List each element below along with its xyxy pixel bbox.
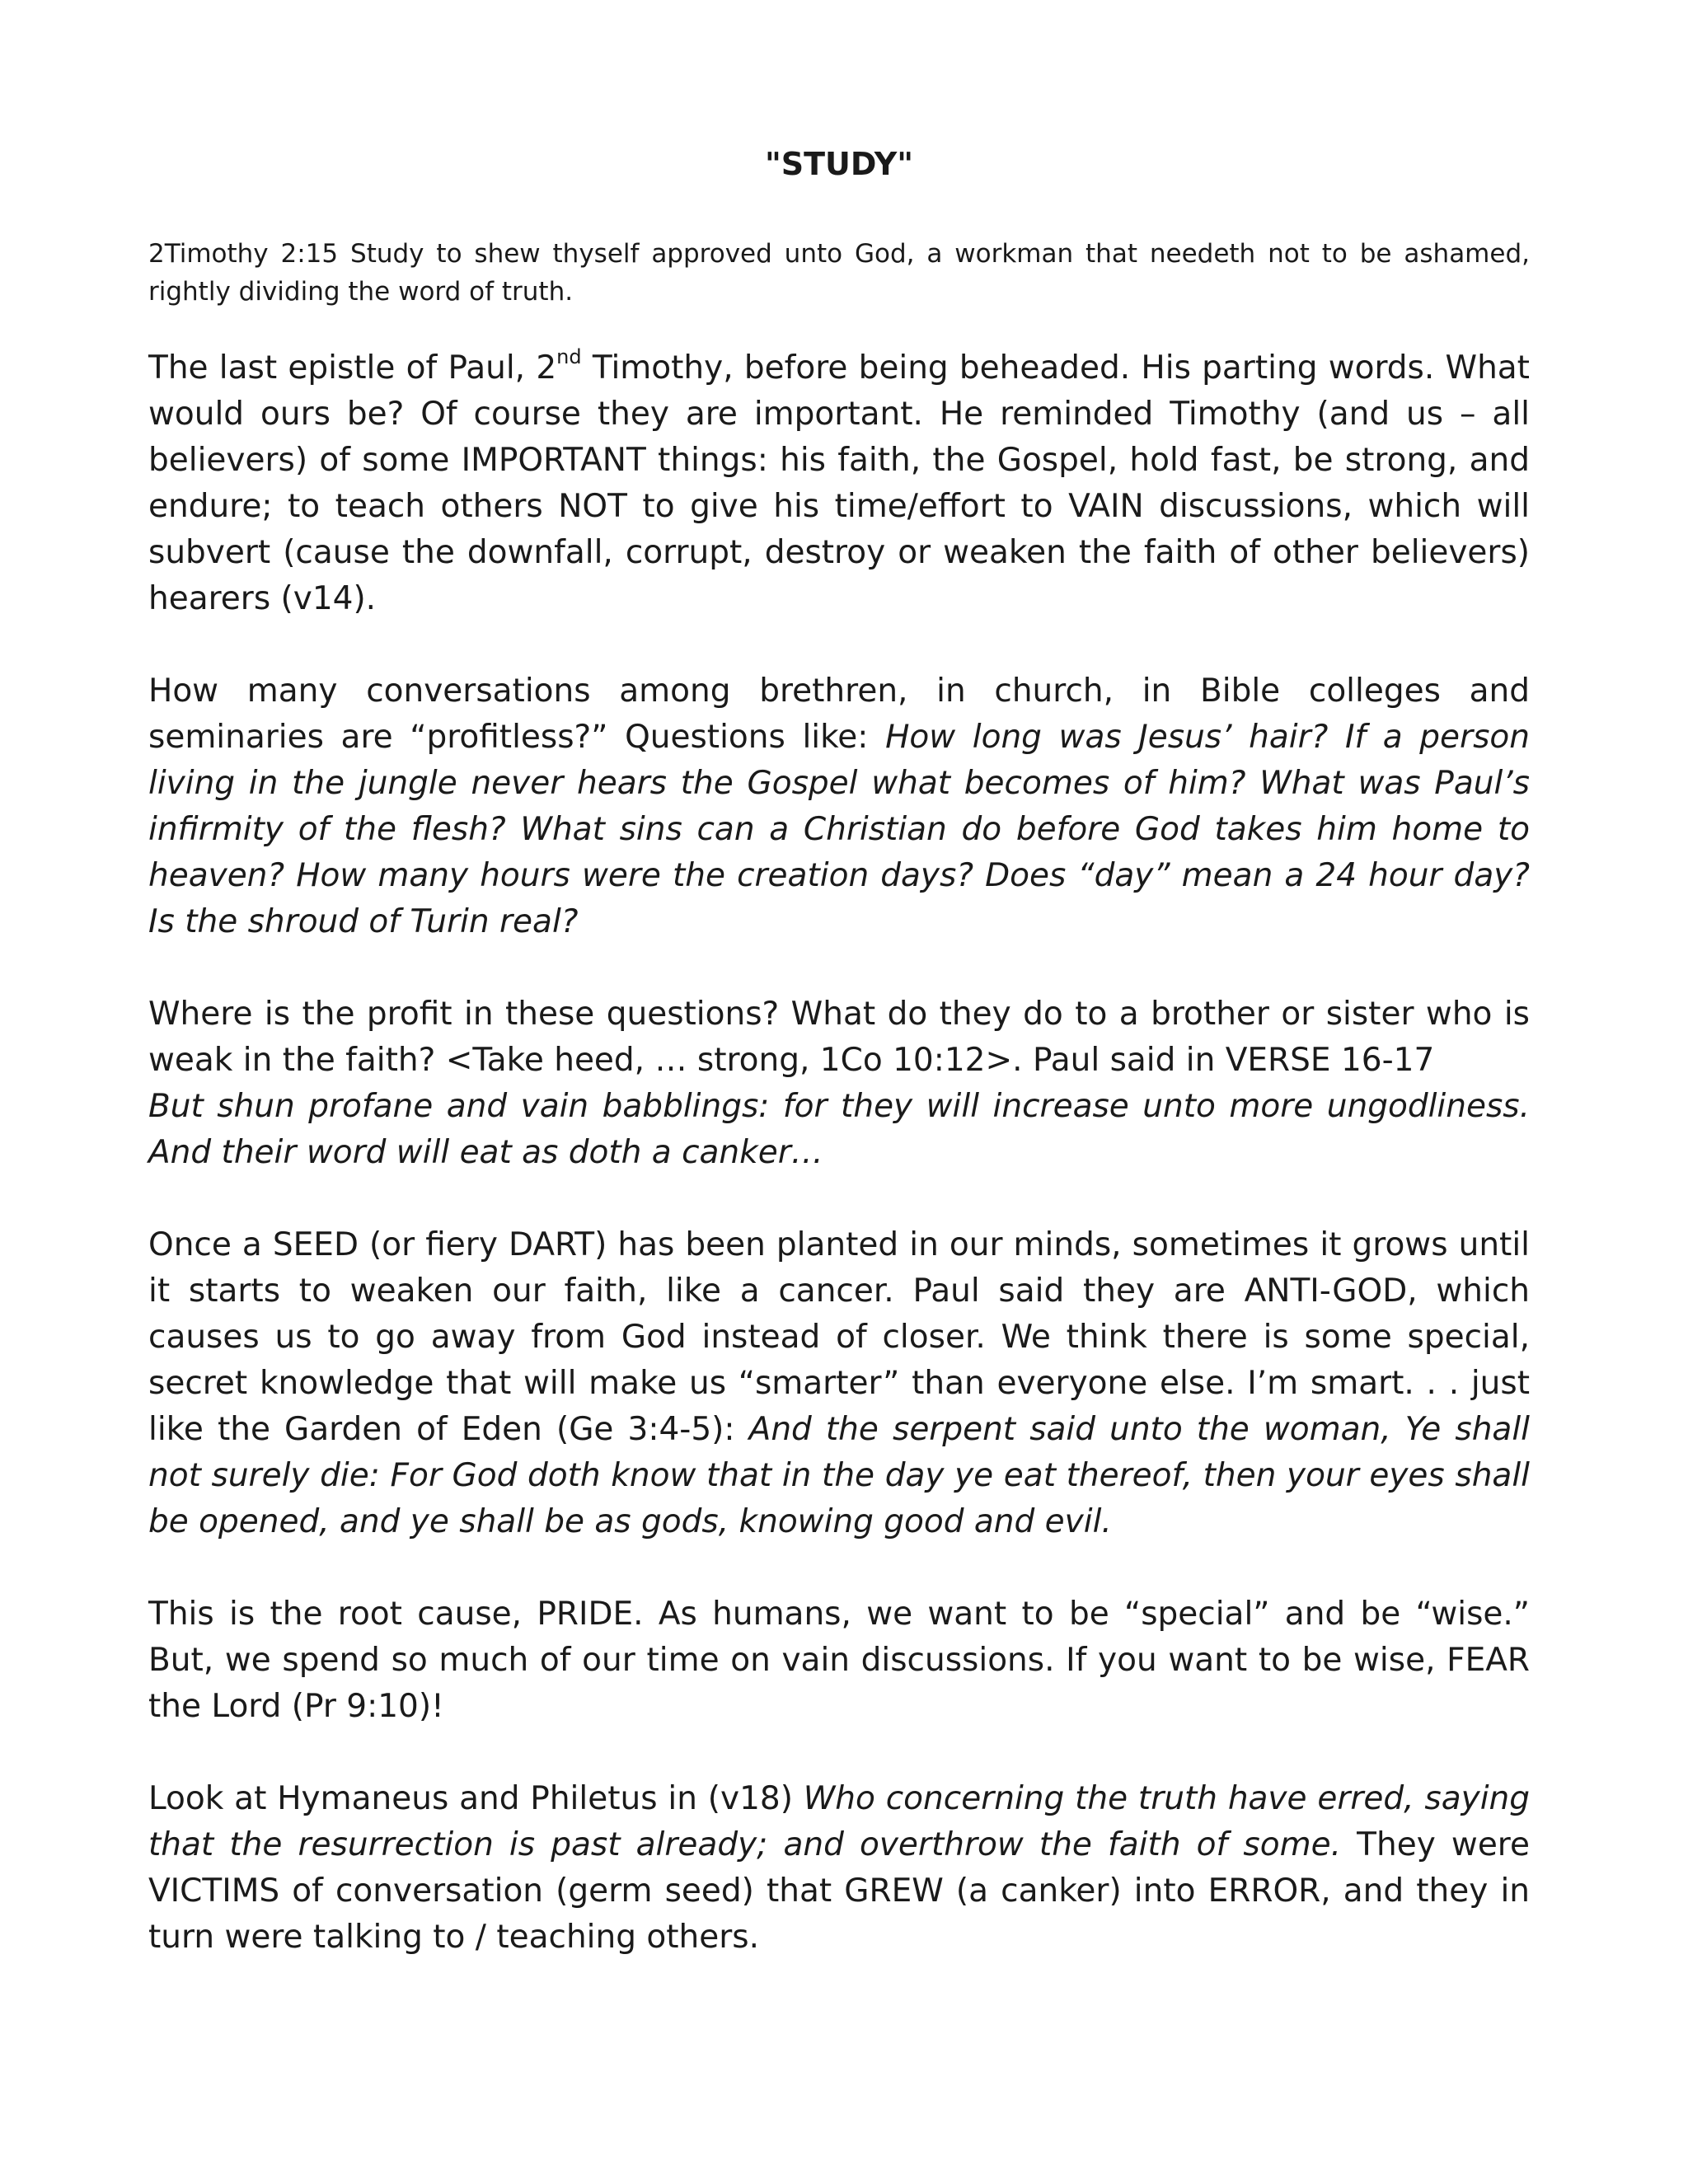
page-title: "STUDY" [764, 146, 914, 182]
paragraph-2 [148, 668, 1530, 945]
key-verse: 2Timothy 2:15 Study to shew thyself approved unto God, a workman that needeth not to be ashamed, rightly dividing the word of truth. [148, 239, 1530, 307]
paragraph-1 [148, 345, 1530, 622]
paragraph-3 [148, 991, 1530, 1176]
paragraph-3-text: Where is the profit in these questions? What do they do to a brother or sister who is weak in the faith? <Take heed, … strong, 1Co 10:12>. Paul said in VERSE 16-17 [148, 996, 1530, 1079]
paragraph-2-questions: How long was Jesus’ hair? If a person living in the jungle never hears the Gospel what becomes of him? What was Paul’s infirmity of the flesh? What sins can a Christian do before God takes him home to heaven? How many hours were the creation days? Does “day” mean a 24 hour day? Is the shroud of Turin real? [148, 719, 1530, 940]
paragraph-2-text: How many conversations among brethren, in church, in Bible colleges and seminaries are “profitless?” Questions like: [148, 673, 1530, 756]
paragraph-4-text: Once a SEED (or fiery DART) has been planted in our minds, sometimes it grows until it starts to weaken our faith, like a cancer. Paul said they are ANTI-GOD, which causes us to go away from God instead of closer. We think there is some special, secret knowledge that will make us “smarter” than everyone else. I’m smart. . . just like the Garden of Eden (Ge 3:4-5): [148, 1226, 1530, 1448]
paragraph-4-quote: And the serpent said unto the woman, Ye shall not surely die: For God doth know that in the day ye eat thereof, then your eyes shall be opened, and ye shall be as gods, knowing good and evil. [148, 1411, 1530, 1540]
paragraph-6-text-b: They were VICTIMS of conversation (germ seed) that GREW (a canker) into ERROR, and they in turn were talking to / teaching others. [148, 1826, 1530, 1956]
paragraph-5: This is the root cause, PRIDE. As humans, we want to be “special” and be “wise.” But, we spend so much of our time on vain discussions. If you want to be wise, FEAR the Lord (Pr 9:10)! [148, 1596, 1530, 1725]
paragraph-6 [148, 1776, 1530, 1961]
paragraph-6-text-a: Look at Hymaneus and Philetus in (v18) [148, 1780, 804, 1817]
paragraph-4 [148, 1222, 1530, 1545]
paragraph-3-quote: But shun profane and vain babblings: for they will increase unto more ungodliness. And their word will eat as doth a canker… [148, 1088, 1530, 1171]
paragraph-1-text-b: Timothy, before being beheaded. His parting words. What would ours be? Of course they are important. He reminded Timothy (and us – all believers) of some IMPORTANT things: his faith, the Gospel, hold fast, be strong, and endure; to teach others NOT to give his time/effort to VAIN discussions, which will subvert (cause the downfall, corrupt, destroy or weaken the faith of other believers) hearers (v14). [148, 349, 1530, 617]
paragraph-6-quote: Who concerning the truth have erred, saying that the resurrection is past already; and overthrow the faith of some. [148, 1780, 1531, 1863]
paragraph-1-text-a: The last epistle of Paul, 2 [148, 349, 557, 387]
document-page [148, 144, 1530, 2007]
ordinal-suffix: nd [556, 345, 582, 368]
